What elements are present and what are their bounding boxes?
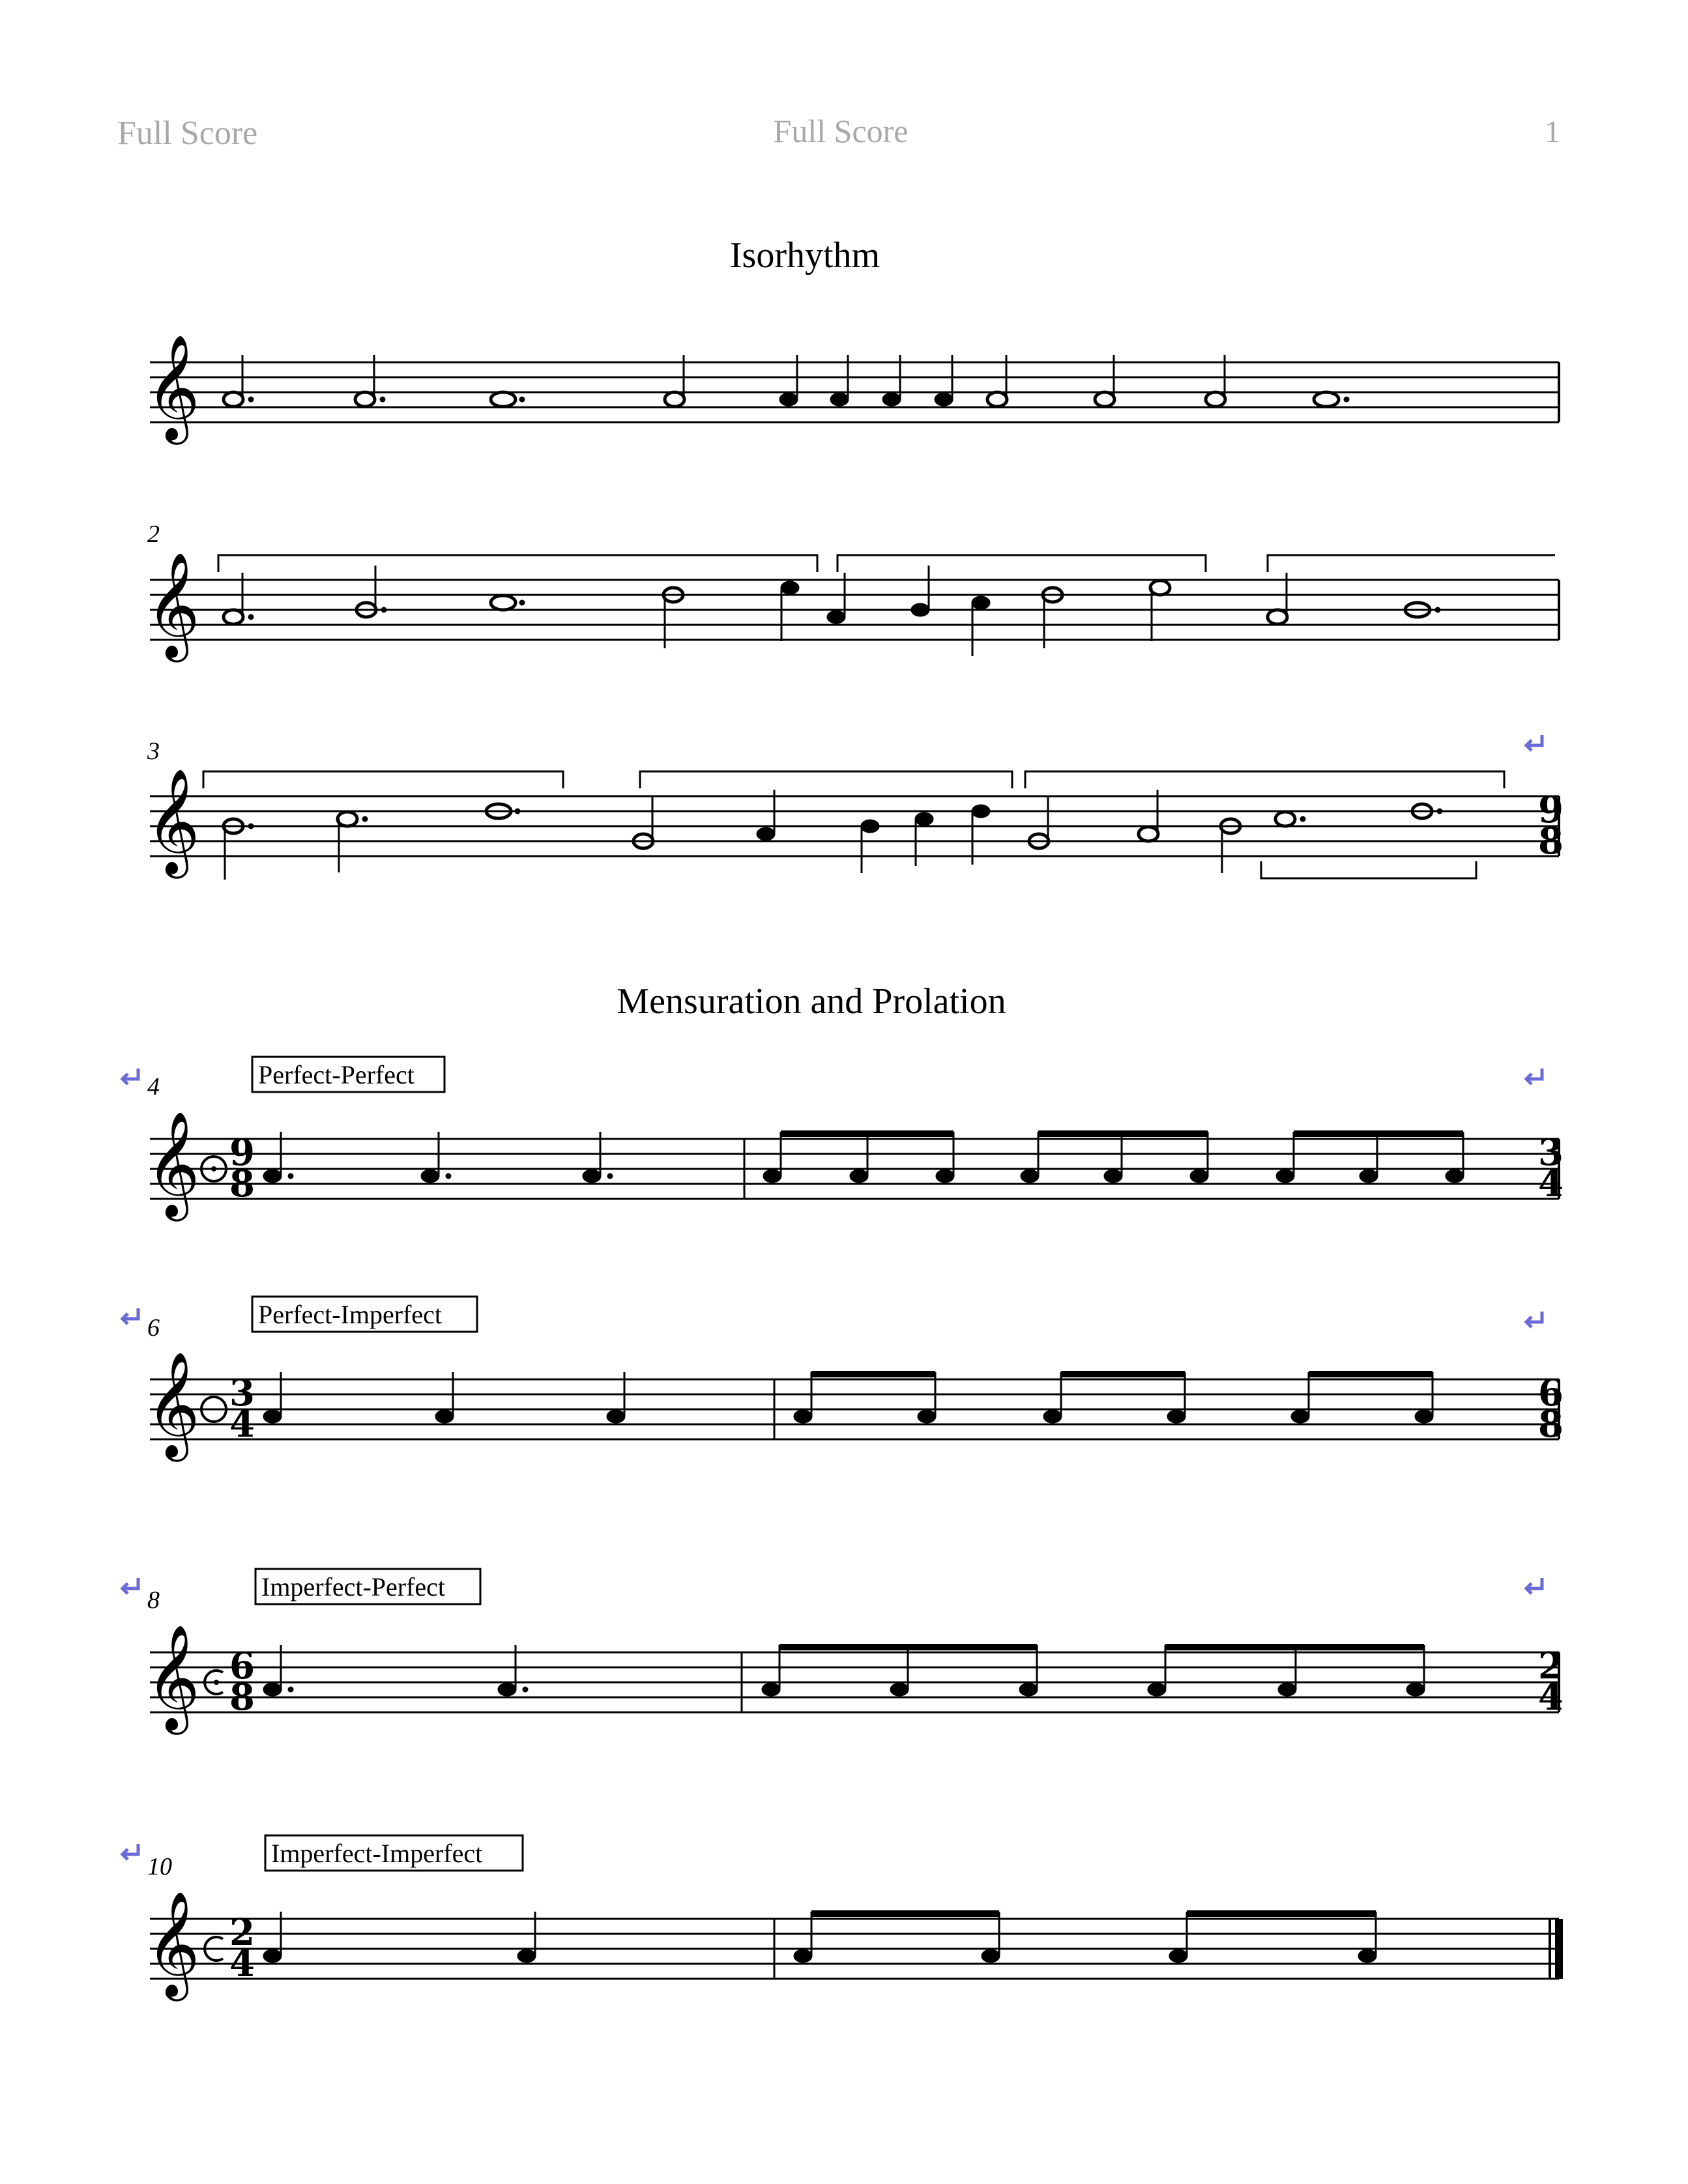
staff-system-7: [150, 1919, 1559, 1979]
measure-number: 8: [147, 1587, 160, 1614]
svg-text:8: 8: [1538, 1403, 1564, 1446]
svg-text:9: 9: [1538, 788, 1564, 831]
svg-text:8: 8: [229, 1162, 255, 1205]
svg-text:8: 8: [1538, 820, 1564, 863]
staff-system-3: [150, 796, 1559, 856]
notes-system-6: [263, 1683, 1425, 1696]
cue-icon[interactable]: [1526, 1578, 1542, 1594]
treble-clef-icon: 𝄞: [146, 1351, 200, 1458]
measure-number: 6: [147, 1314, 160, 1342]
svg-text:4: 4: [1538, 1162, 1564, 1205]
treble-clef-icon: 𝄞: [146, 768, 200, 874]
section-title-mensuration: Mensuration and Prolation: [617, 981, 1006, 1022]
cue-icon[interactable]: [1526, 1312, 1542, 1327]
notes-system-2: [224, 581, 1440, 624]
staff-system-2: [150, 580, 1559, 640]
rehearsal-label: Perfect-Imperfect: [258, 1300, 443, 1329]
notes-system-1: [224, 392, 1349, 407]
svg-text:6: 6: [229, 1645, 255, 1688]
cue-icon[interactable]: [123, 1308, 138, 1324]
measure-number: 10: [147, 1853, 172, 1880]
staff-system-4: [150, 1139, 1559, 1199]
measure-number: 3: [147, 738, 160, 765]
svg-text:4: 4: [229, 1942, 255, 1985]
staff-system-6: [150, 1652, 1559, 1712]
svg-text:3: 3: [229, 1372, 255, 1415]
bracket-lines-system-2: [218, 555, 1555, 572]
cue-icon[interactable]: [1526, 735, 1542, 751]
notes-system-7: [263, 1949, 1376, 1962]
svg-text:4: 4: [1538, 1676, 1564, 1719]
svg-text:2: 2: [1538, 1645, 1564, 1688]
page-number: 1: [1545, 115, 1560, 149]
header-center: Full Score: [773, 113, 909, 149]
svg-text:2: 2: [229, 1911, 255, 1954]
treble-clef-icon: 𝄞: [146, 1891, 200, 1997]
svg-text:4: 4: [229, 1403, 255, 1446]
section-title-isorhythm: Isorhythm: [729, 235, 880, 276]
svg-text:6: 6: [1538, 1372, 1564, 1415]
cue-icon[interactable]: [1526, 1069, 1542, 1084]
treble-clef-icon: 𝄞: [146, 334, 200, 440]
time-signature: [1538, 788, 1564, 863]
cue-icon[interactable]: [123, 1069, 138, 1084]
time-signature: [229, 1911, 255, 1985]
staff-system-5: [150, 1379, 1559, 1439]
rehearsal-label: Imperfect-Perfect: [261, 1572, 446, 1602]
treble-clef-icon: 𝄞: [146, 552, 200, 658]
measure-number: 4: [147, 1073, 160, 1100]
treble-clef-icon: 𝄞: [146, 1111, 200, 1217]
svg-text:9: 9: [229, 1131, 255, 1174]
cue-icon[interactable]: [123, 1578, 138, 1594]
rehearsal-label: Perfect-Perfect: [258, 1060, 415, 1089]
notes-system-4: [263, 1170, 1464, 1183]
svg-text:8: 8: [229, 1676, 255, 1719]
stems-system-3: [225, 790, 1222, 880]
rehearsal-label: Imperfect-Imperfect: [271, 1839, 483, 1868]
header-left: Full Score: [117, 115, 258, 152]
bracket-lines-system-3: [203, 771, 1504, 878]
svg-text:3: 3: [1538, 1131, 1564, 1174]
cue-icon[interactable]: [123, 1844, 138, 1860]
notes-system-5: [263, 1410, 1433, 1423]
treble-clef-icon: 𝄞: [146, 1624, 200, 1731]
measure-number: 2: [147, 521, 160, 548]
